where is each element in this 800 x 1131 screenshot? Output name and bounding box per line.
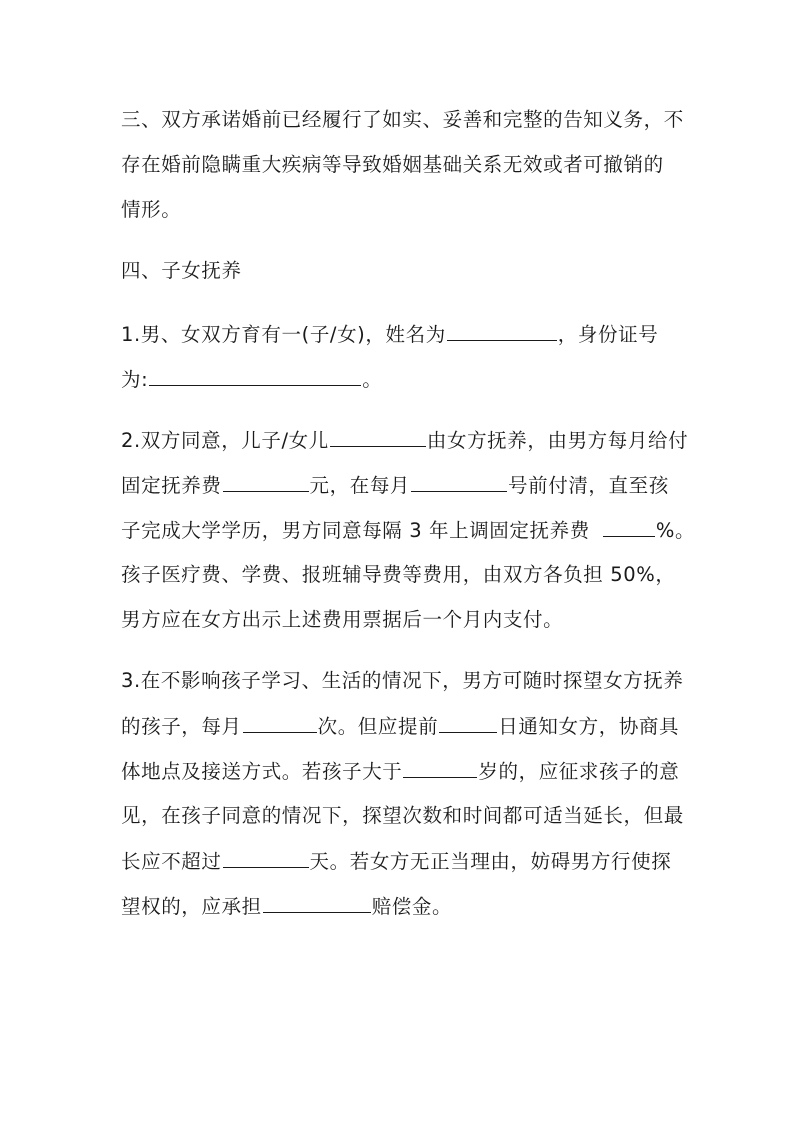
section3-line3 [121,198,181,222]
text: 2.双方同意，儿子/女儿 [121,429,329,452]
text: 。 [362,368,383,391]
item3-line1 [121,669,684,693]
text: 三、双方承诺婚前已经履行了如实、妥善和完整的告知义务，不 [121,108,684,131]
text: 望权的，应承担 [121,895,262,918]
item2-line5 [121,608,563,632]
text: 次。但应提前 [317,715,439,738]
id-number-blank[interactable] [149,367,361,386]
item3-line4 [121,804,684,828]
text: 四、子女抚养 [121,259,242,282]
item1-line1 [121,322,658,347]
item3-line6 [121,894,452,919]
support-fee-blank[interactable] [223,473,309,492]
text: %。 [655,519,696,542]
child-name-blank[interactable] [447,322,557,341]
item1-line2 [121,367,382,392]
text: 赔偿金。 [371,895,453,918]
text: 由女方抚养，由男方每月给付 [426,429,689,452]
text: 为: [121,368,149,391]
item2-line2 [121,473,669,498]
text: 长应不超过 [121,850,222,873]
item3-line3 [121,759,679,784]
text: 元，在每月 [309,474,411,497]
increase-percent-blank[interactable] [603,518,655,537]
text: 子完成大学学历，男方同意每隔 3 年上调固定抚养费 [121,519,590,542]
text: ，身份证号 [557,323,659,346]
compensation-blank[interactable] [263,894,371,913]
item3-line5 [121,849,671,874]
text: 号前付清，直至孩 [508,474,669,497]
text: 存在婚前隐瞒重大疾病等导致婚姻基础关系无效或者可撤销的 [121,153,664,176]
text: 的孩子，每月 [121,715,242,738]
section3-line1 [121,108,684,132]
text: 固定抚养费 [121,474,222,497]
text: 天。若女方无正当理由，妨碍男方行使探 [309,850,672,873]
text: 日通知女方，协商具 [498,715,680,738]
text: 3.在不影响孩子学习、生活的情况下，男方可随时探望女方抚养 [121,669,684,692]
child-blank[interactable] [330,428,426,447]
age-blank[interactable] [403,759,477,778]
text: 1.男、女双方育有一(子/女)，姓名为 [121,323,446,346]
section3-line2 [121,153,664,177]
visit-count-blank[interactable] [243,714,317,733]
item2-line3 [121,518,695,543]
item3-line2 [121,714,679,739]
text: 岁的，应征求孩子的意 [478,760,680,783]
text: 男方应在女方出示上述费用票据后一个月内支付。 [121,608,564,631]
notice-days-blank[interactable] [439,714,497,733]
section4-title [121,259,242,283]
max-days-blank[interactable] [223,849,309,868]
text: 体地点及接送方式。若孩子大于 [121,760,403,783]
text: 孩子医疗费、学费、报班辅导费等费用，由双方各负担 50%， [121,563,676,586]
item2-line4 [121,563,675,587]
text: 情形。 [121,198,182,221]
pay-day-blank[interactable] [411,473,507,492]
item2-line1 [121,428,688,453]
text: 见，在孩子同意的情况下，探望次数和时间都可适当延长，但最 [121,804,684,827]
